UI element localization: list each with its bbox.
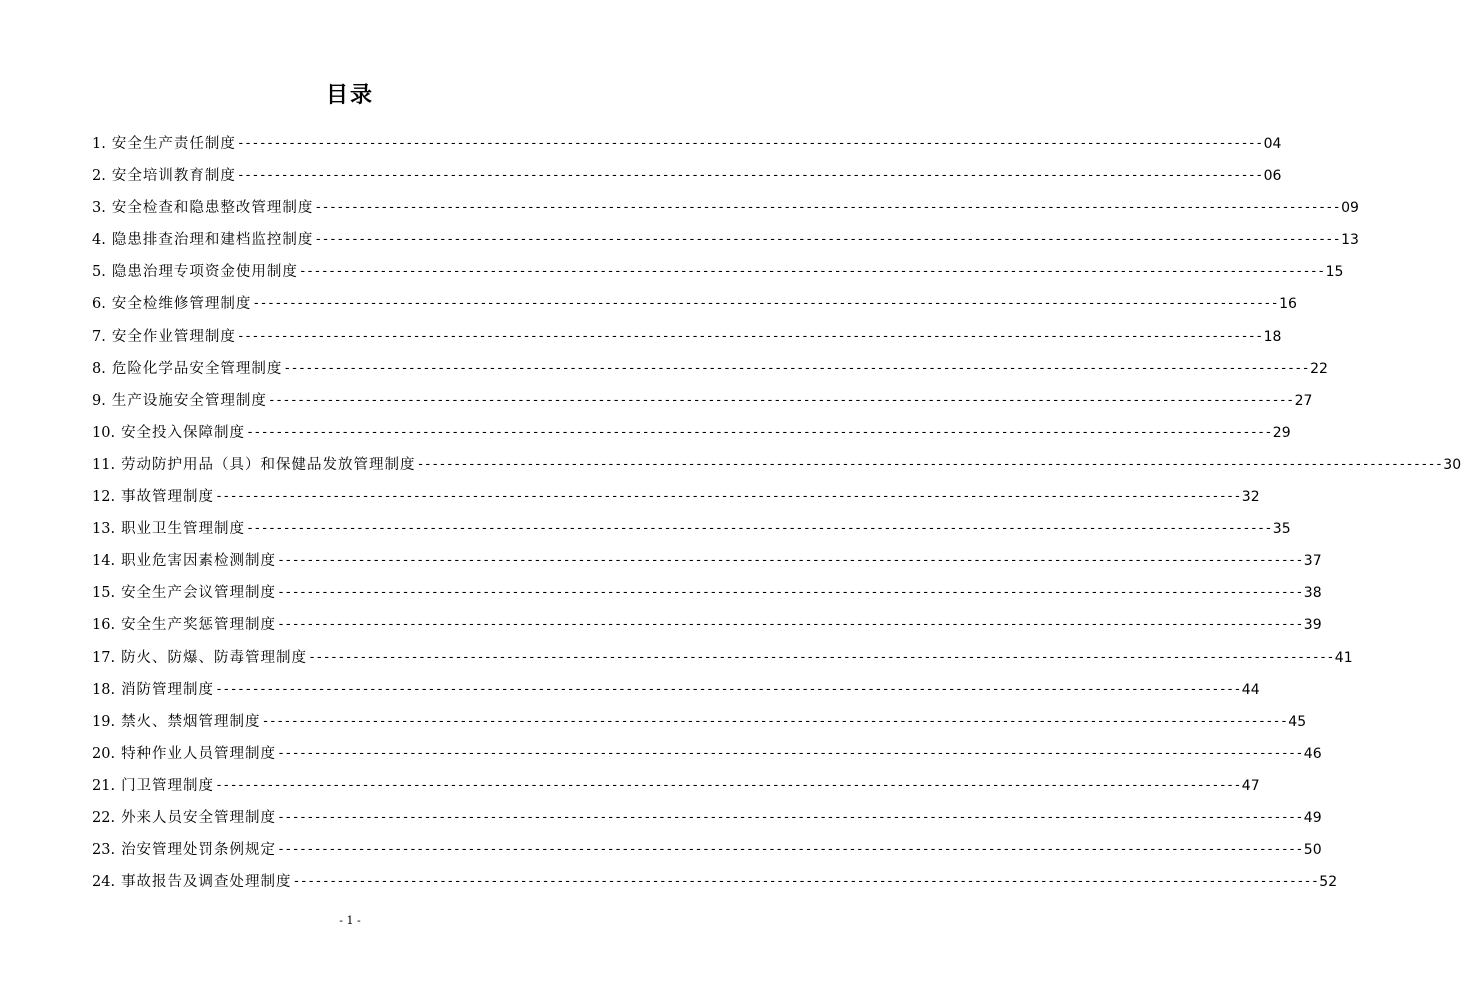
toc-dot-leader: -------------------------------------------------------------------------------------------------------------------------------------------- xyxy=(277,842,1303,858)
toc-entry-number: 18. xyxy=(92,681,116,698)
toc-entry[interactable] xyxy=(92,294,1297,326)
toc-entry-page-number: 45 xyxy=(1288,713,1307,730)
toc-entry-number: 23. xyxy=(92,842,116,859)
toc-entry-label: 事故管理制度 xyxy=(121,489,215,506)
toc-entry-label: 安全投入保障制度 xyxy=(121,424,246,441)
toc-entry-label: 劳动防护用品（具）和保健品发放管理制度 xyxy=(121,456,416,473)
toc-entry[interactable] xyxy=(92,455,1461,487)
toc-entry-label: 安全作业管理制度 xyxy=(111,328,236,345)
toc-entry-label: 外来人员安全管理制度 xyxy=(121,809,277,826)
toc-entry[interactable] xyxy=(92,134,1282,166)
page-title: 目录 xyxy=(325,83,374,108)
toc-entry-number: 6. xyxy=(92,296,106,313)
toc-dot-leader: -------------------------------------------------------------------------------------------------------------------------------------------- xyxy=(267,392,1294,408)
toc-entry[interactable] xyxy=(92,487,1260,519)
toc-entry-label: 生产设施安全管理制度 xyxy=(111,392,267,409)
toc-entry-page-number: 38 xyxy=(1303,585,1322,602)
toc-dot-leader: -------------------------------------------------------------------------------------------------------------------------------------------- xyxy=(314,232,1341,248)
toc-dot-leader: -------------------------------------------------------------------------------------------------------------------------------------------- xyxy=(246,521,1272,537)
toc-entry-number: 22. xyxy=(92,809,116,826)
toc-entry[interactable] xyxy=(92,423,1291,455)
toc-entry-page-number: 39 xyxy=(1303,617,1322,634)
toc-entry-page-number: 32 xyxy=(1241,489,1260,506)
toc-dot-leader: -------------------------------------------------------------------------------------------------------------------------------------------- xyxy=(277,809,1303,825)
toc-dot-leader: -------------------------------------------------------------------------------------------------------------------------------------------- xyxy=(252,296,1279,312)
toc-dot-leader: -------------------------------------------------------------------------------------------------------------------------------------------- xyxy=(215,777,1241,793)
toc-dot-leader: -------------------------------------------------------------------------------------------------------------------------------------------- xyxy=(261,713,1288,729)
toc-entry-label: 特种作业人员管理制度 xyxy=(121,745,277,762)
toc-entry-label: 安全检查和隐患整改管理制度 xyxy=(111,200,314,217)
toc-entry-page-number: 37 xyxy=(1303,553,1322,570)
toc-entry-number: 9. xyxy=(92,392,106,409)
toc-dot-leader: -------------------------------------------------------------------------------------------------------------------------------------------- xyxy=(277,617,1303,633)
toc-entry[interactable] xyxy=(92,391,1313,423)
toc-entry-page-number: 13 xyxy=(1341,232,1359,249)
toc-dot-leader: -------------------------------------------------------------------------------------------------------------------------------------------- xyxy=(277,553,1303,569)
toc-entry-label: 安全检维修管理制度 xyxy=(111,296,252,313)
toc-entry-number: 4. xyxy=(92,232,106,249)
toc-entry-page-number: 46 xyxy=(1303,745,1322,762)
toc-entry-number: 15. xyxy=(92,585,116,602)
toc-entry[interactable] xyxy=(92,519,1291,551)
toc-entry[interactable] xyxy=(92,166,1282,198)
toc-entry-label: 安全生产责任制度 xyxy=(111,136,236,152)
toc-dot-leader: -------------------------------------------------------------------------------------------------------------------------------------------- xyxy=(236,328,1263,344)
toc-entry-page-number: 35 xyxy=(1272,521,1291,538)
toc-entry-page-number: 52 xyxy=(1319,874,1338,891)
toc-entry-number: 16. xyxy=(92,617,116,634)
toc-entry-number: 3. xyxy=(92,200,106,217)
toc-entry-number: 12. xyxy=(92,489,116,506)
toc-entry-page-number: 18 xyxy=(1263,328,1282,345)
toc-entry-number: 10. xyxy=(92,424,116,441)
toc-entry-page-number: 09 xyxy=(1341,200,1359,217)
toc-entry-page-number: 50 xyxy=(1303,842,1322,859)
toc-entry[interactable] xyxy=(92,840,1322,872)
toc-dot-leader: -------------------------------------------------------------------------------------------------------------------------------------------- xyxy=(283,360,1310,376)
toc-entry-number: 14. xyxy=(92,553,116,570)
toc-entry-label: 职业危害因素检测制度 xyxy=(121,553,277,570)
toc-dot-leader: -------------------------------------------------------------------------------------------------------------------------------------------- xyxy=(215,681,1241,697)
toc-entry[interactable] xyxy=(92,680,1260,712)
toc-entry-page-number: 27 xyxy=(1294,392,1313,409)
toc-dot-leader: -------------------------------------------------------------------------------------------------------------------------------------------- xyxy=(308,649,1334,665)
toc-dot-leader: -------------------------------------------------------------------------------------------------------------------------------------------- xyxy=(215,489,1241,505)
toc-entry-number: 13. xyxy=(92,521,116,538)
toc-entry-label: 禁火、禁烟管理制度 xyxy=(121,713,261,730)
toc-entry-number: 11. xyxy=(92,456,116,473)
toc-dot-leader: -------------------------------------------------------------------------------------------------------------------------------------------- xyxy=(277,745,1303,761)
toc-entry-number: 5. xyxy=(92,264,106,281)
toc-entry-label: 隐患治理专项资金使用制度 xyxy=(111,264,298,281)
toc-entry-page-number: 47 xyxy=(1241,777,1260,794)
toc-entry[interactable] xyxy=(92,583,1322,615)
toc-entry[interactable] xyxy=(92,551,1322,583)
toc-entry[interactable] xyxy=(92,712,1307,744)
toc-entry[interactable] xyxy=(92,872,1338,904)
toc-entry-page-number: 29 xyxy=(1272,424,1291,441)
toc-entry-number: 17. xyxy=(92,649,116,666)
toc-entry-number: 21. xyxy=(92,777,116,794)
toc-entry[interactable] xyxy=(92,198,1359,230)
toc-entry-page-number: 44 xyxy=(1241,681,1260,698)
toc-dot-leader: -------------------------------------------------------------------------------------------------------------------------------------------- xyxy=(416,456,1443,472)
toc-entry-label: 门卫管理制度 xyxy=(121,777,215,794)
page-footer: - 1 - xyxy=(339,914,361,927)
toc-entry[interactable] xyxy=(92,615,1322,647)
toc-entry-label: 职业卫生管理制度 xyxy=(121,521,246,538)
toc-entry-number: 20. xyxy=(92,745,116,762)
toc-entry[interactable] xyxy=(92,359,1328,391)
toc-entry-label: 治安管理处罚条例规定 xyxy=(121,842,277,859)
toc-entry[interactable] xyxy=(92,262,1344,294)
toc-dot-leader: -------------------------------------------------------------------------------------------------------------------------------------------- xyxy=(236,136,1263,151)
toc-entry-number: 2. xyxy=(92,168,106,185)
toc-entry-page-number: 04 xyxy=(1263,136,1282,152)
toc-entry-page-number: 16 xyxy=(1279,296,1297,313)
toc-entry-page-number: 22 xyxy=(1310,360,1328,377)
toc-entry-page-number: 15 xyxy=(1325,264,1344,281)
toc-entry[interactable] xyxy=(92,327,1282,359)
toc-entry-label: 消防管理制度 xyxy=(121,681,215,698)
table-of-contents xyxy=(92,134,1461,904)
toc-entry-label: 安全培训教育制度 xyxy=(111,168,236,185)
toc-entry[interactable] xyxy=(92,744,1322,776)
toc-entry-number: 8. xyxy=(92,360,106,377)
toc-entry-page-number: 41 xyxy=(1334,649,1353,666)
toc-entry-number: 24. xyxy=(92,874,116,891)
toc-entry[interactable] xyxy=(92,230,1359,262)
toc-dot-leader: -------------------------------------------------------------------------------------------------------------------------------------------- xyxy=(246,424,1272,440)
toc-entry-number: 19. xyxy=(92,713,116,730)
toc-entry-page-number: 06 xyxy=(1263,168,1282,185)
toc-entry-page-number: 49 xyxy=(1303,809,1322,826)
toc-dot-leader: -------------------------------------------------------------------------------------------------------------------------------------------- xyxy=(292,874,1319,890)
toc-entry-label: 安全生产会议管理制度 xyxy=(121,585,277,602)
toc-entry-page-number: 30 xyxy=(1443,456,1461,473)
toc-entry[interactable] xyxy=(92,648,1353,680)
toc-dot-leader: -------------------------------------------------------------------------------------------------------------------------------------------- xyxy=(277,585,1303,601)
toc-entry-number: 7. xyxy=(92,328,106,345)
toc-dot-leader: -------------------------------------------------------------------------------------------------------------------------------------------- xyxy=(314,200,1341,216)
toc-dot-leader: -------------------------------------------------------------------------------------------------------------------------------------------- xyxy=(236,168,1263,184)
toc-dot-leader: -------------------------------------------------------------------------------------------------------------------------------------------- xyxy=(298,264,1325,280)
toc-entry[interactable] xyxy=(92,808,1322,840)
toc-entry[interactable] xyxy=(92,776,1260,808)
toc-entry-label: 安全生产奖惩管理制度 xyxy=(121,617,277,634)
toc-entry-label: 危险化学品安全管理制度 xyxy=(111,360,283,377)
toc-entry-label: 事故报告及调查处理制度 xyxy=(121,874,292,891)
toc-entry-number: 1. xyxy=(92,136,106,152)
toc-entry-label: 防火、防爆、防毒管理制度 xyxy=(121,649,308,666)
toc-entry-label: 隐患排查治理和建档监控制度 xyxy=(111,232,314,249)
